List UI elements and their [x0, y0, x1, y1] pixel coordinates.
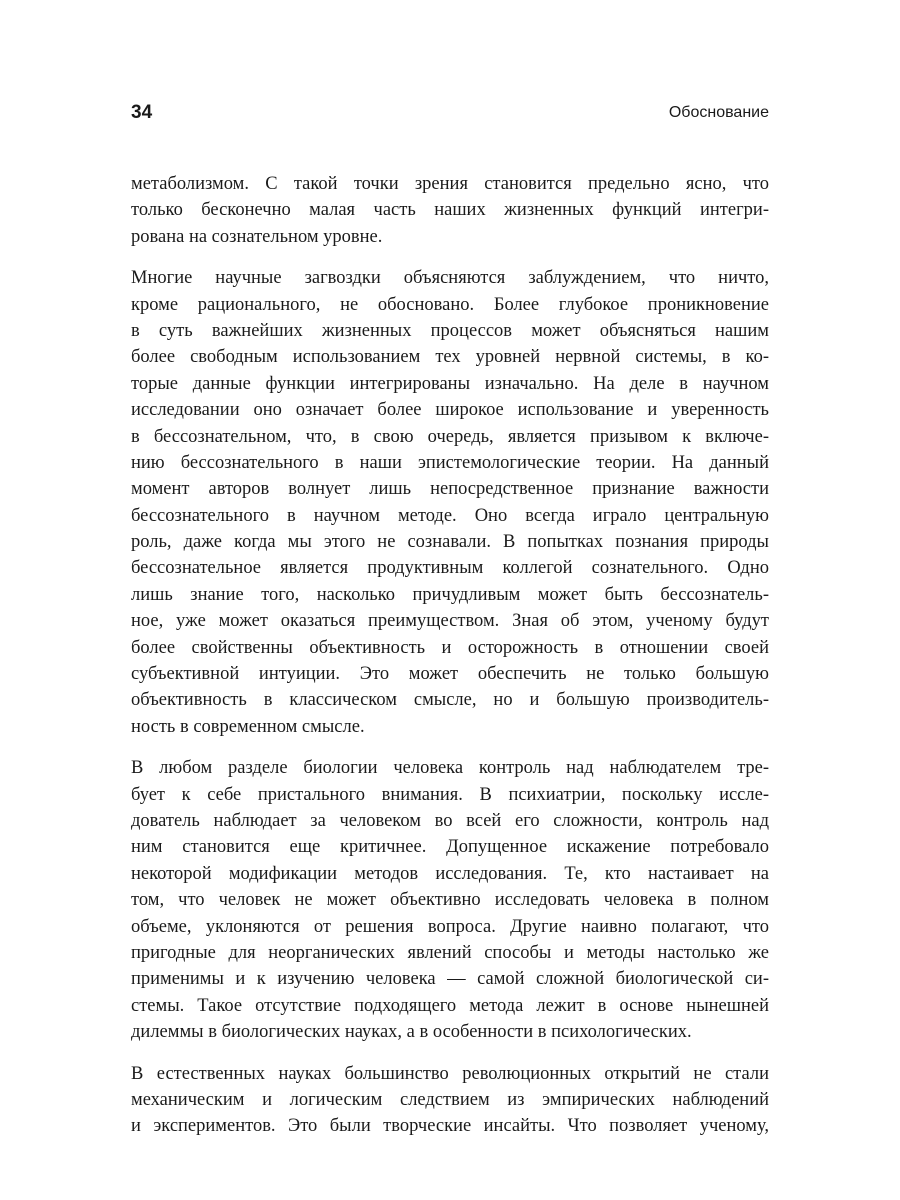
text-line: механическим и логическим следствием из эмпирических наблюдений [131, 1089, 769, 1110]
text-line: в суть важнейших жизненных процессов может объясняться нашим [131, 320, 769, 341]
text-line: ность в современном смысле. [131, 716, 365, 737]
text-line: только бесконечно малая часть наших жизненных функций интегри- [131, 200, 769, 221]
text-line: ное, уже может оказаться преимуществом. Зная об этом, ученому будут [131, 611, 769, 632]
text-line: бессознательное является продуктивным коллегой сознательного. Одно [131, 558, 769, 579]
text-line: бессознательного в научном методе. Оно всегда играло центральную [131, 505, 769, 526]
text-line: и экспериментов. Это были творческие инсайты. Что позволяет ученому, [131, 1116, 769, 1137]
text-line: некоторой модификации методов исследования. Те, кто настаивает на [131, 863, 769, 884]
page-number: 34 [131, 102, 153, 123]
body-text [131, 171, 769, 1155]
text-line: более свободным использованием тех уровней нервной системы, в ко- [131, 347, 769, 368]
text-line: рована на сознательном уровне. [131, 226, 383, 247]
text-line: торые данные функции интегрированы изначально. На деле в научном [131, 373, 769, 394]
text-line: том, что человек не может объективно исследовать человека в полном [131, 890, 769, 911]
text-line: стемы. Такое отсутствие подходящего метода лежит в основе нынешней [131, 995, 769, 1016]
text-line: Многие научные загвоздки объясняются заблуждением, что ничто, [131, 268, 769, 289]
text-line: дилеммы в биологических науках, а в особенности в психологических. [131, 1022, 692, 1043]
text-line: в бессознательном, что, в свою очередь, является призывом к включе- [131, 426, 769, 447]
text-line: более свойственны объективность и осторожность в отношении своей [131, 637, 769, 658]
text-line: дователь наблюдает за человеком во всей его сложности, контроль над [131, 810, 769, 831]
text-line: лишь знание того, насколько причудливым может быть бессознатель- [131, 584, 769, 605]
text-line: В любом разделе биологии человека контроль над наблюдателем тре- [131, 758, 769, 779]
text-line: бует к себе пристального внимания. В психиатрии, поскольку иссле- [131, 784, 769, 805]
text-line: нию бессознательного в наши эпистемологические теории. На данный [131, 452, 769, 473]
text-line: роль, даже когда мы этого не сознавали. В попытках познания природы [131, 532, 769, 553]
text-line: момент авторов волнует лишь непосредственное признание важности [131, 479, 769, 500]
paragraph-3 [131, 755, 769, 1045]
text-line: субъективной интуиции. Это может обеспечить не только большую [131, 664, 769, 685]
paragraph-2 [131, 265, 769, 740]
page-header [131, 100, 769, 130]
text-line: ним становится еще критичнее. Допущенное искажение потребовало [131, 837, 769, 858]
running-title: Обоснование [668, 104, 769, 121]
text-line: объеме, уклоняются от решения вопроса. Другие наивно полагают, что [131, 916, 769, 937]
paragraph-4 [131, 1061, 769, 1140]
text-line: метаболизмом. С такой точки зрения становится предельно ясно, что [131, 174, 769, 194]
text-line: исследовании оно означает более широкое использование и уверенность [131, 400, 769, 421]
text-line: пригодные для неорганических явлений способы и методы настолько же [131, 942, 769, 963]
text-line: кроме рационального, не обосновано. Более глубокое проникновение [131, 294, 769, 315]
paragraph-1 [131, 171, 769, 250]
text-line: В естественных науках большинство революционных открытий не стали [131, 1063, 769, 1084]
text-line: применимы и к изучению человека — самой сложной биологической си- [131, 969, 769, 990]
text-line: объективность в классическом смысле, но и большую производитель- [131, 690, 769, 711]
